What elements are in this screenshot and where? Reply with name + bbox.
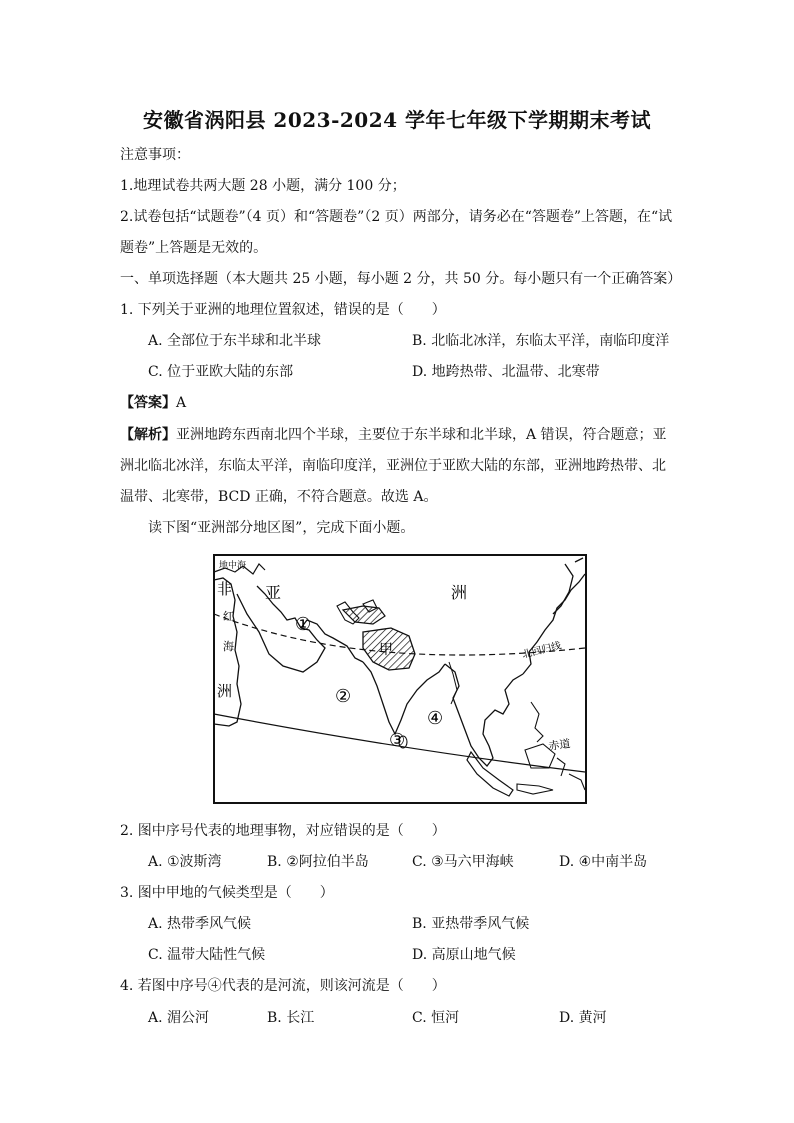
marker-1: ① (295, 614, 312, 635)
answer-line (120, 393, 680, 413)
question-2-option-c: C. ③马六甲海峡 (412, 854, 514, 870)
note-2-line-2: 题卷”上答题是无效的。 (120, 240, 268, 256)
analysis-text-1: 亚洲地跨东西南北四个半球，主要位于东半球和北半球，A 错误，符合题意；亚 (176, 427, 667, 443)
question-3-option-d: D. 高原山地气候 (412, 947, 516, 963)
asia-partial-map (213, 554, 587, 804)
question-1-option-c: C. 位于亚欧大陆的东部 (148, 364, 294, 380)
label-hai: 海 (223, 640, 234, 653)
question-2-stem: 2. 图中序号代表的地理事物，对应错误的是（ ） (120, 823, 446, 839)
analysis-label: 【解析】 (120, 427, 176, 443)
question-3-option-b: B. 亚热带季风气候 (412, 916, 530, 932)
notes-heading: 注意事项： (120, 147, 190, 163)
analysis-line-2: 洲北临北冰洋，东临太平洋，南临印度洋，亚洲位于亚欧大陆的东部，亚洲地跨热带、北 (120, 458, 666, 474)
label-hong: 红 (223, 610, 234, 623)
question-2-option-a: A. ①波斯湾 (148, 854, 222, 870)
label-ya: 亚 (265, 583, 282, 602)
label-equator: 赤道 (547, 737, 572, 753)
marker-3: ③ (389, 730, 406, 751)
label-zhou-asia: 洲 (451, 583, 468, 602)
question-1-stem: 1. 下列关于亚洲的地理位置叙述，错误的是（ ） (120, 302, 446, 318)
question-1-option-b: B. 北临北冰洋，东临太平洋，南临印度洋 (412, 333, 670, 349)
read-map-instruction: 读下图“亚洲部分地区图”，完成下面小题。 (148, 520, 415, 536)
analysis-line-1 (120, 425, 680, 445)
question-1-option-d: D. 地跨热带、北温带、北寒带 (412, 364, 600, 380)
marker-4: ④ (427, 708, 444, 729)
question-4-stem: 4. 若图中序号④代表的是河流，则该河流是（ ） (120, 978, 446, 994)
question-4-option-b: B. 长江 (267, 1010, 315, 1026)
question-1-option-a: A. 全部位于东半球和北半球 (148, 333, 322, 349)
label-dizhonghai: 地中海 (219, 561, 247, 571)
question-3-option-c: C. 温带大陆性气候 (148, 947, 266, 963)
label-jia: 甲 (379, 642, 393, 658)
question-2-option-b: B. ②阿拉伯半岛 (267, 854, 369, 870)
question-3-option-a: A. 热带季风气候 (148, 916, 252, 932)
section-heading: 一、单项选择题（本大题共 25 小题，每小题 2 分，共 50 分。每小题只有一个正确答案） (120, 271, 682, 287)
label-zhou-africa: 洲 (217, 682, 233, 700)
label-fei: 非 (217, 580, 233, 598)
analysis-line-3: 温带、北寒带，BCD 正确，不符合题意。故选 A。 (120, 489, 438, 505)
marker-2: ② (335, 686, 352, 707)
question-2-option-d: D. ④中南半岛 (559, 854, 648, 870)
question-4-option-c: C. 恒河 (412, 1010, 460, 1026)
question-3-stem: 3. 图中甲地的气候类型是（ ） (120, 885, 334, 901)
question-4-option-d: D. 黄河 (559, 1010, 607, 1026)
page-title: 安徽省涡阳县 2023-2024 学年七年级下学期期末考试 (142, 108, 652, 132)
question-4-option-a: A. 湄公河 (148, 1010, 210, 1026)
note-2-line-1: 2.试卷包括“试题卷”（4 页）和“答题卷”（2 页）两部分，请务必在“答题卷”上答题，在“试 (120, 209, 673, 225)
label-tropic-of-cancer: 北回归线 (521, 640, 563, 661)
note-1: 1.地理试卷共两大题 28 小题，满分 100 分； (120, 178, 406, 194)
answer-label: 【答案】 (120, 395, 176, 411)
answer-value: A (176, 395, 187, 411)
